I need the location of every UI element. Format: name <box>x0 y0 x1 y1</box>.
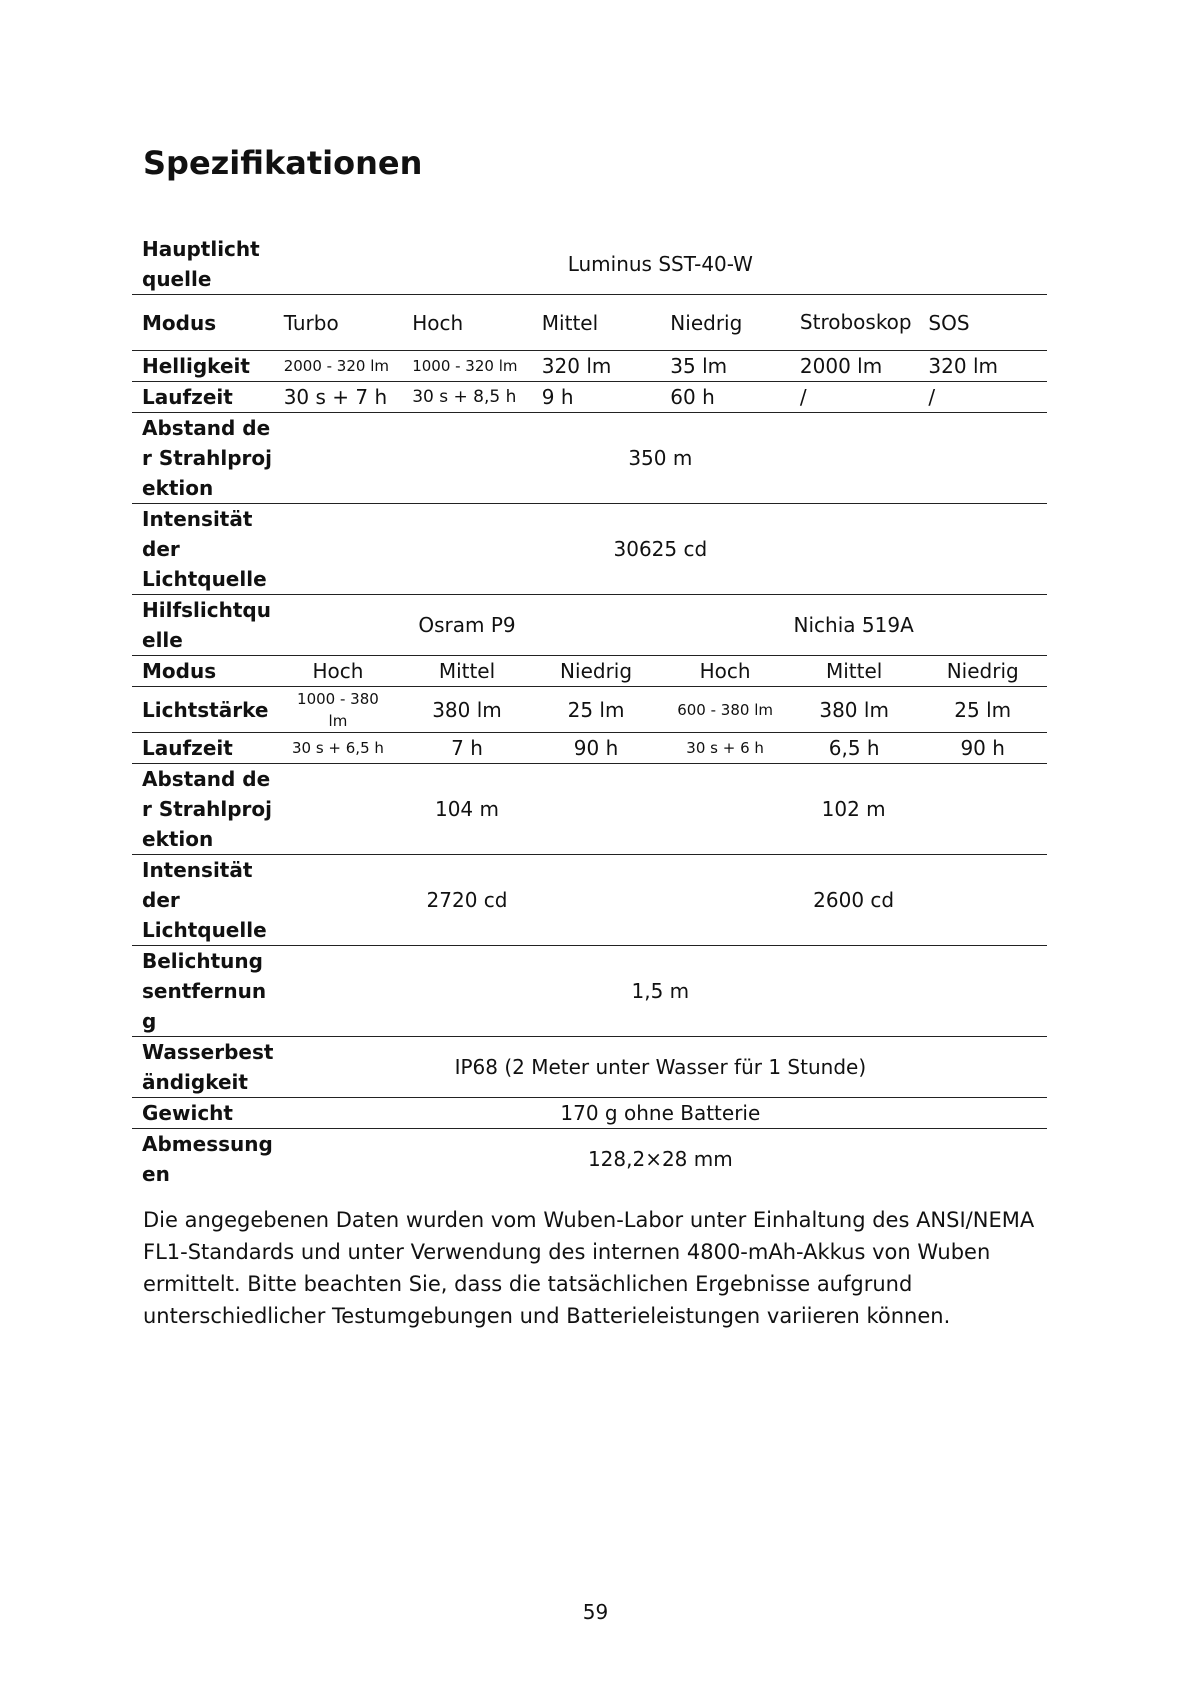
table-row <box>132 504 1047 595</box>
table-cell: Mittel <box>402 656 532 687</box>
waterproof-value: IP68 (2 Meter unter Wasser für 1 Stunde) <box>274 1037 1047 1098</box>
table-cell: 1000 - 320 lm <box>402 351 532 382</box>
table-cell: Mittel <box>790 656 919 687</box>
row-label: Abstand der Strahlprojektion <box>132 764 274 855</box>
table-row <box>132 382 1047 413</box>
table-cell: 7 h <box>402 733 532 764</box>
table-cell: Stroboskop <box>790 295 919 351</box>
main-throw: 350 m <box>274 413 1047 504</box>
table-cell: Niedrig <box>660 295 790 351</box>
row-label: Laufzeit <box>132 733 274 764</box>
table-cell: 320 lm <box>918 351 1047 382</box>
row-label: Intensität der Lichtquelle <box>132 855 274 946</box>
row-label: Helligkeit <box>132 351 274 382</box>
table-row <box>132 1037 1047 1098</box>
table-cell: 380 lm <box>402 687 532 733</box>
table-cell: 90 h <box>918 733 1047 764</box>
table-row <box>132 295 1047 351</box>
row-label: Laufzeit <box>132 382 274 413</box>
aux-throw-osram: 104 m <box>274 764 661 855</box>
table-row <box>132 351 1047 382</box>
row-label: Hauptlichtquelle <box>132 234 274 295</box>
table-cell: 90 h <box>532 733 661 764</box>
row-label: Lichtstärke <box>132 687 274 733</box>
main-intensity: 30625 cd <box>274 504 1047 595</box>
table-cell: 2000 - 320 lm <box>274 351 403 382</box>
row-label: Wasserbeständigkeit <box>132 1037 274 1098</box>
table-cell: Turbo <box>274 295 403 351</box>
aux-intensity-osram: 2720 cd <box>274 855 661 946</box>
table-cell: 60 h <box>660 382 790 413</box>
data-disclaimer: Die angegebenen Daten wurden vom Wuben-Labor unter Einhaltung des ANSI/NEMA FL1-Standards und unter Verwendung des internen 4800-mAh-Akkus von Wuben ermittelt. Bitte beachten Sie, dass die tatsächlichen Ergebnisse aufgrund unterschiedlicher Testumgebungen und Batterieleistungen variieren können. <box>143 1208 1035 1328</box>
table-cell: Hoch <box>660 656 790 687</box>
main-source: Luminus SST-40-W <box>274 234 1047 295</box>
table-row <box>132 413 1047 504</box>
row-label: Modus <box>132 656 274 687</box>
aux-source-nichia: Nichia 519A <box>660 595 1047 656</box>
table-cell: 30 s + 7 h <box>274 382 403 413</box>
table-row <box>132 1129 1047 1190</box>
table-cell: SOS <box>918 295 1047 351</box>
table-cell: 380 lm <box>790 687 919 733</box>
dimensions-value: 128,2×28 mm <box>587 1147 733 1171</box>
table-cell: 25 lm <box>918 687 1047 733</box>
table-row <box>132 595 1047 656</box>
row-label: Abstand der Strahlprojektion <box>132 413 274 504</box>
row-label: Gewicht <box>132 1098 274 1129</box>
table-cell: 6,5 h <box>790 733 919 764</box>
table-cell: Mittel <box>532 295 661 351</box>
exposure-value: 1,5 m <box>274 946 1047 1037</box>
table-cell: Niedrig <box>918 656 1047 687</box>
row-label: Abmessungen <box>142 1132 273 1186</box>
table-cell: Hoch <box>402 295 532 351</box>
weight-value: 170 g ohne Batterie <box>274 1098 1047 1129</box>
page-number: 59 <box>582 1600 609 1624</box>
table-cell: 1000 - 380 lm <box>274 687 403 733</box>
table-cell: 2000 lm <box>790 351 919 382</box>
table-row <box>132 234 1047 295</box>
table-row <box>132 1098 1047 1129</box>
table-cell: 9 h <box>532 382 661 413</box>
table-row <box>132 656 1047 687</box>
table-row <box>132 946 1047 1037</box>
aux-intensity-nichia: 2600 cd <box>660 855 1047 946</box>
row-label: Hilfslichtquelle <box>132 595 274 656</box>
aux-throw-nichia: 102 m <box>660 764 1047 855</box>
table-cell: Hoch <box>274 656 403 687</box>
row-label: Modus <box>132 295 274 351</box>
table-cell: / <box>790 382 919 413</box>
table-cell: 600 - 380 lm <box>660 687 790 733</box>
table-cell: Niedrig <box>532 656 661 687</box>
table-cell: 25 lm <box>532 687 661 733</box>
row-label: Belichtungsentfernung <box>132 946 274 1037</box>
table-cell: 30 s + 6 h <box>660 733 790 764</box>
table-row <box>132 855 1047 946</box>
table-cell: 30 s + 6,5 h <box>274 733 403 764</box>
table-row <box>132 733 1047 764</box>
table-cell: 30 s + 8,5 h <box>402 382 532 413</box>
table-row <box>132 687 1047 733</box>
page-title: Spezifikationen <box>143 144 423 182</box>
table-row <box>132 764 1047 855</box>
row-label: Intensität der Lichtquelle <box>132 504 274 595</box>
aux-source-osram: Osram P9 <box>274 595 661 656</box>
table-cell: / <box>918 382 1047 413</box>
spec-table <box>132 234 1047 1189</box>
table-cell: 35 lm <box>660 351 790 382</box>
table-cell: 320 lm <box>532 351 661 382</box>
